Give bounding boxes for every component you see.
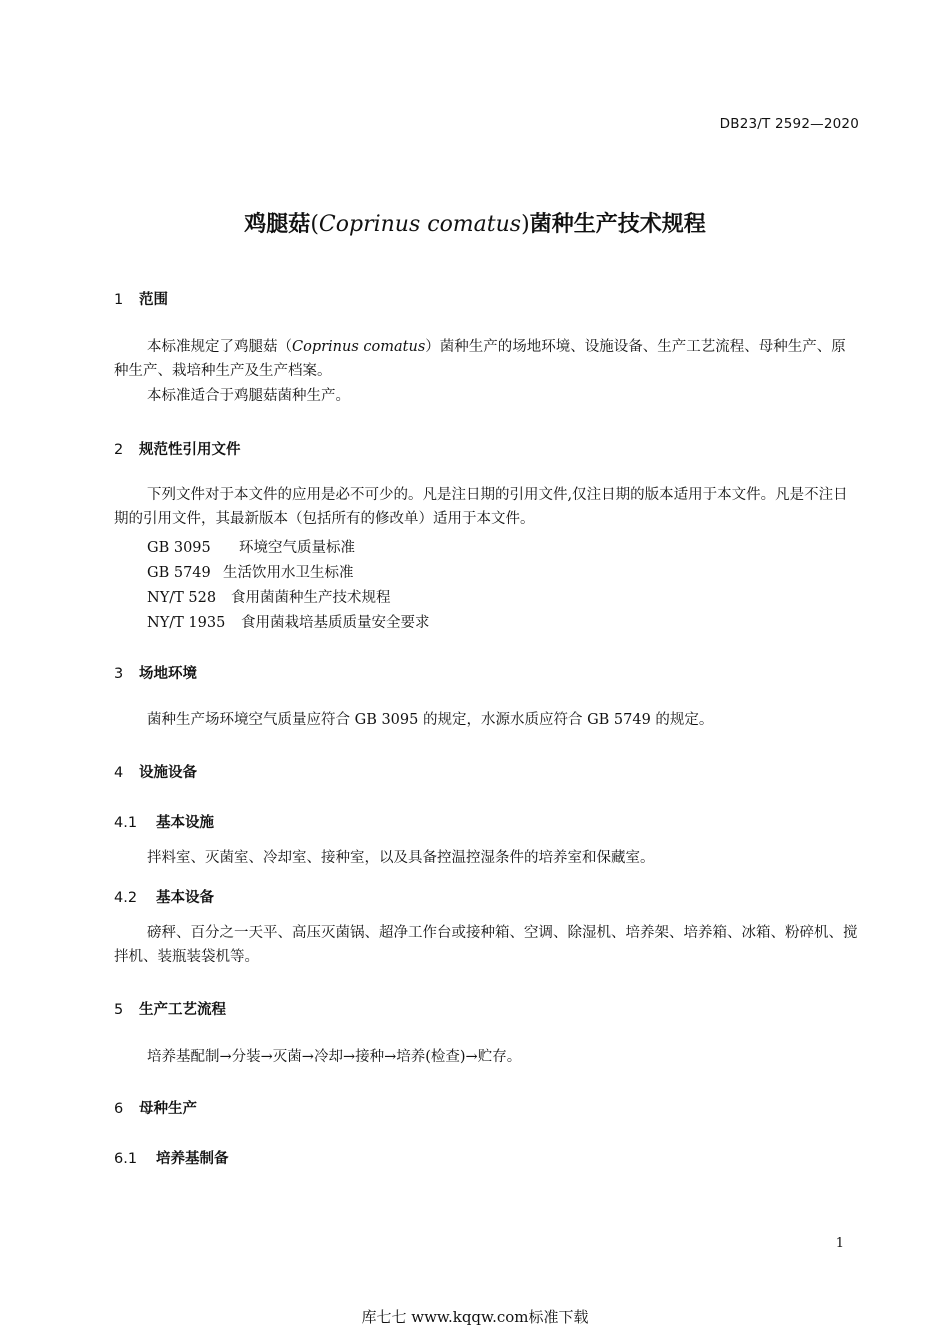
subsection-4-2-heading: 4.2 基本设备 — [114, 890, 214, 906]
section-1-heading: 1 范围 — [114, 292, 168, 308]
section-2-heading: 2 规范性引用文件 — [114, 442, 241, 458]
subsection-4-1-heading: 4.1 基本设施 — [114, 815, 214, 831]
subsection-4-2-paragraph: 磅秤、百分之一天平、高压灭菌锅、超净工作台或接种箱、空调、除湿机、培养架、培养箱、冰箱、粉碎机、搅拌机、装瓶装袋机等。 — [114, 925, 858, 965]
page-number: 1 — [835, 1236, 844, 1251]
section-5-paragraph: 培养基配制→分装→灭菌→冷却→接种→培养(检查)→贮存。 — [147, 1049, 522, 1065]
section-1-paragraph-1: 本标准规定了鸡腿菇（Coprinus comatus）菌种生产的场地环境、设施设备、生产工艺流程、母种生产、原种生产、栽培种生产及生产档案。 — [114, 339, 846, 379]
document-code: DB23/T 2592—2020 — [719, 116, 859, 132]
section-5-heading: 5 生产工艺流程 — [114, 1002, 226, 1018]
title-latin-name: (Coprinus comatus) — [310, 212, 530, 237]
title-prefix: 鸡腿菇 — [244, 212, 311, 237]
subsection-4-1-paragraph: 拌料室、灭菌室、冷却室、接种室，以及具备控温控湿条件的培养室和保藏室。 — [147, 850, 655, 866]
document-title — [0, 207, 950, 238]
reference-item: GB 5749 生活饮用水卫生标准 — [147, 565, 354, 581]
reference-item: NY/T 528 食用菌菌种生产技术规程 — [147, 590, 391, 606]
section-2-paragraph-1: 下列文件对于本文件的应用是必不可少的。凡是注日期的引用文件,仅注日期的版本适用于本文件。凡是不注日期的引用文件，其最新版本（包括所有的修改单）适用于本文件。 — [114, 487, 848, 527]
section-3-heading: 3 场地环境 — [114, 666, 197, 682]
reference-item: NY/T 1935 食用菌栽培基质质量安全要求 — [147, 615, 430, 631]
section-1-paragraph-2: 本标准适合于鸡腿菇菌种生产。 — [147, 388, 350, 404]
footer-watermark: 库七七 www.kqqw.com标准下载 — [361, 1308, 589, 1326]
section-4-heading: 4 设施设备 — [114, 765, 197, 781]
section-6-heading: 6 母种生产 — [114, 1101, 197, 1117]
section-3-paragraph: 菌种生产场环境空气质量应符合 GB 3095 的规定，水源水质应符合 GB 5749 的规定。 — [147, 712, 714, 728]
reference-item: GB 3095 环境空气质量标准 — [147, 540, 355, 556]
title-suffix: 菌种生产技术规程 — [529, 212, 706, 237]
subsection-6-1-heading: 6.1 培养基制备 — [114, 1151, 229, 1167]
